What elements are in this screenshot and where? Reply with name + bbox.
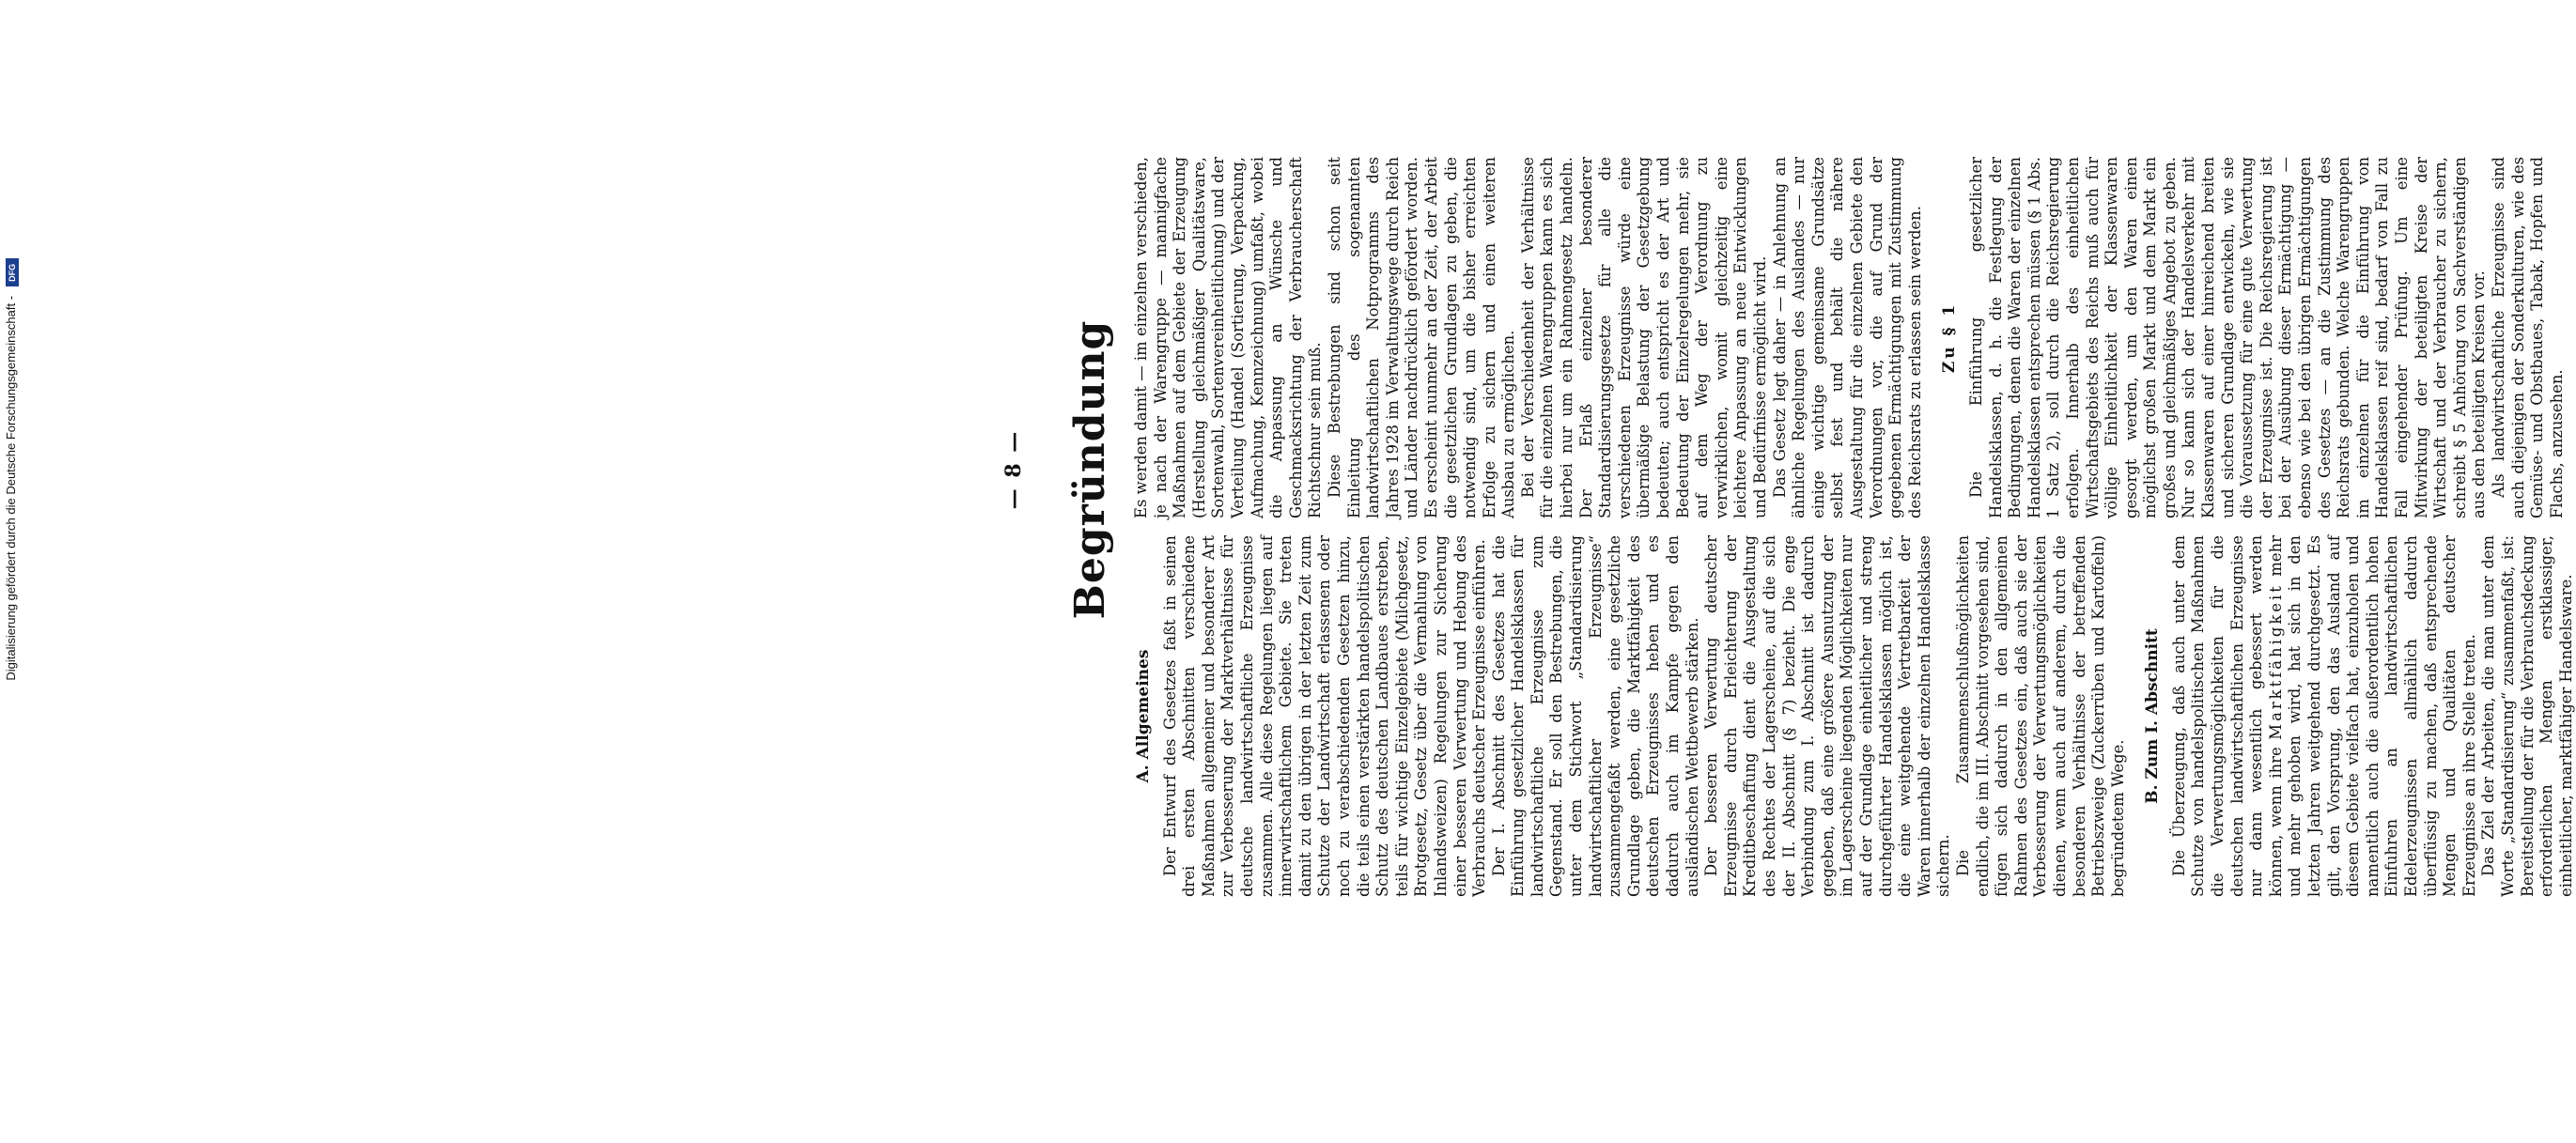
emphasis-text: Marktfähigkeit <box>2266 583 2285 740</box>
paragraph: Das Gesetz legt daher — in Anlehnung an ähnliche Regelungen des Auslandes — nur einige wichtige gemeinsame Grundsätze selbst fest und behält die nähere Ausgestaltung für die einzelnen Gebiete den Verordnungen vor, die auf Grund der gegebenen Ermächtigungen mit Zustimmung des Reichsrats zu erlassen sein werden. <box>1770 157 1924 518</box>
footer-text: Digitalisierung gefördert durch die Deutsche Forschungsgemeinschaft - <box>4 295 18 681</box>
right-column <box>1132 157 2567 518</box>
paragraph-text: mehr und mehr gehoben wird, hat sich in den letzten Jahren weitgehend durchgesetzt. Es gilt, den Vorsprung, den das Ausland auf diesem Gebiete vielfach hat, einzuholen und namentlich auch die außerordentlich hohen Einfuhren an landwirtschaftlichen Edelerzeugnissen allmählich dadurch überflüssig zu machen, daß entsprechende Mengen und Qualitäten deutscher Erzeugnisse an ihre Stelle treten. <box>2266 535 2478 897</box>
paragraph: Die Einführung gesetzlicher Handelsklassen, d. h. die Festlegung der Bedingungen, denen die Waren der einzelnen Handelsklassen entsprechen müssen (§ 1 Abs. 1 Satz 2), soll durch die Reichsregierung erfolgen. Innerhalb des einheitlichen Wirtschaftsgebiets des Reichs muß auch für völlige Einheitlichkeit der Klassenwaren gesorgt werden, um den Waren einen möglichst großen Markt und dem Markt ein großes und gleichmäßiges Angebot zu geben. Nur so kann sich der Handelsverkehr mit Klassenwaren auf einer hinreichend breiten und sicheren Grundlage entwickeln, wie sie die Voraussetzung für eine gute Verwertung der Erzeugnisse ist. Die Reichsregierung ist bei der Ausübung dieser Ermächtigung — ebenso wie bei den übrigen Ermächtigungen des Gesetzes — an die Zustimmung des Reichsrats gebunden. Welche Warengruppen im einzelnen für die Einführung von Handelsklassen reif sind, bedarf von Fall zu Fall eingehender Prüfung. Um eine Mitwirkung der beteiligten Kreise der Wirtschaft und der Verbraucher zu sichern, schreibt § 5 Anhörung von Sachverständigen aus den beteiligten Kreisen vor. <box>1966 157 2489 518</box>
footer-strip <box>0 0 24 1143</box>
paragraph: Es werden damit — im einzelnen verschieden, je nach der Warengruppe — mannigfache Maßnahmen auf dem Gebiete der Erzeugung (Herstellung gleichmäßiger Qualitätsware, Sortenwahl, Sortenvereinheitlichung) und der Verteilung (Handel (Sortierung, Verpackung, Aufmachung, Kennzeichnung) umfaßt, wobei die Anpassung an Wünsche und Geschmacksrichtung der Verbraucherschaft Richtschnur sein muß. <box>1132 157 1325 518</box>
left-column <box>1132 535 2576 897</box>
paragraph-text: Die Überzeugung, daß auch unter dem Schutze von handelspolitischen Maßnahmen die Verwertungsmöglichkeiten für die deutschen landwirtschaftlichen Erzeugnisse nur dann wesentlich gebessert werden können, wenn ihre <box>2169 535 2285 897</box>
paragraph: Der besseren Verwertung deutscher Erzeugnisse durch Erleichterung der Kreditbeschaffung dient die Ausgestaltung des Rechtes der Lagerscheine, auf die sich der II. Abschnitt (§ 7) bezieht. Die enge Verbindung zum I. Abschnitt ist dadurch gegeben, daß eine größere Ausnutzung der im Lagerscheine liegenden Möglichkeiten nur auf der Grundlage einheitlicher und streng durchgeführter Handelsklassen möglich ist, die eine weitgehende Vertretbarkeit der Waren innerhalb der einzelnen Handelsklasse sichern. <box>1702 535 1953 897</box>
section-heading-b: B. Zum I. Abschnitt <box>2143 628 2163 804</box>
paragraph: Der Entwurf des Gesetzes faßt in seinen drei ersten Abschnitten verschiedene Maßnahmen allgemeiner und besonderer Art zur Verbesserung der Marktverhältnisse für deutsche landwirtschaftliche Erzeugnisse zusammen. Alle diese Regelungen liegen auf innerwirtschaftlichem Gebiete. Sie treten damit zu den übrigen in der letzten Zeit zum Schutze der Landwirtschaft erlassenen oder noch zu verabschiedenden Gesetzen hinzu, die teils einen verstärkten handelspolitischen Schutz des deutschen Landbaues erstreben, teils für wichtige Einzelgebiete (Milchgesetz, Brotgesetz, Gesetz über die Vermahlung von Inlandsweizen) Regelungen zur Sicherung einer besseren Verwertung und Hebung des Verbrauchs deutscher Erzeugnisse einführen. <box>1160 535 1489 897</box>
paragraph: Als landwirtschaftliche Erzeugnisse sind auch diejenigen der Sonderkulturen, wie des Gemüse- und Obstbaues, Tabak, Hopfen und Flachs, anzusehen. <box>2489 157 2566 518</box>
page-title: Begründung <box>1066 319 1114 620</box>
paragraph: Diese Bestrebungen sind schon seit Einleitung des sogenannten landwirtschaftlichen Notprogramms des Jahres 1928 im Verwaltungswege durch Reich und Länder nachdrücklich gefördert worden. Es erscheint nunmehr an der Zeit, der Arbeit die gesetzlichen Grundlagen zu geben, die notwendig sind, um die bisher erreichten Erfolge zu sichern und einen weiteren Ausbau zu ermöglichen. <box>1325 157 1518 518</box>
paragraph <box>2170 535 2480 897</box>
section-heading-s1: Zu § 1 <box>1940 301 1960 374</box>
paragraph: Bei der Verschiedenheit der Verhältnisse für die einzelnen Warengruppen kann es sich hierbei nur um ein Rahmengesetz handeln. Der Erlaß einzelner besonderer Standardisierungsgesetze für alle die verschiedenen Erzeugnisse würde eine übermäßige Belastung der Gesetzgebung bedeuten; auch entspricht es der Art und Bedeutung der Einzelregelungen mehr, sie auf dem Weg der Verordnung zu verwirklichen, womit gleichzeitig eine leichtere Anpassung an neue Entwicklungen und Bedürfnisse ermöglicht wird. <box>1518 157 1769 518</box>
page-number: — 8 — <box>1001 429 1026 510</box>
dfg-logo: DFG <box>6 258 19 286</box>
paragraph: Die Zusammenschlußmöglichkeiten endlich, die im III. Abschnitt vorgesehen sind, fügen sich dadurch in den allgemeinen Rahmen des Gesetzes ein, daß auch sie der Verbesserung der Verwertungsmöglichkeiten dienen, wenn auch auf anderem, durch die besonderen Verhältnisse der betreffenden Betriebszweige (Zuckerrüben und Kartoffeln) begründetem Wege. <box>1953 535 2127 897</box>
paragraph: Der I. Abschnitt des Gesetzes hat die Einführung gesetzlicher Handelsklassen für landwirtschaftliche Erzeugnisse zum Gegenstand. Er soll den Bestrebungen, die unter dem Stichwort „Standardisierung landwirtschaftlicher Erzeugnisse“ zusammengefaßt werden, eine gesetzliche Grundlage geben, die Marktfähigkeit des deutschen Erzeugnisses heben und es dadurch auch im Kampfe gegen den ausländischen Wettbewerb stärken. <box>1489 535 1701 897</box>
section-heading-a: A. Allgemeines <box>1134 649 1153 783</box>
paragraph: Das Ziel der Arbeiten, die man unter dem Worte „Standardisierung“ zusammenfaßt, ist: Bereitstellung der für die Verbrauchsdeckung erforderlichen Mengen erstklassiger, einheitlicher, marktfähiger Handelsware. <box>2479 535 2575 897</box>
